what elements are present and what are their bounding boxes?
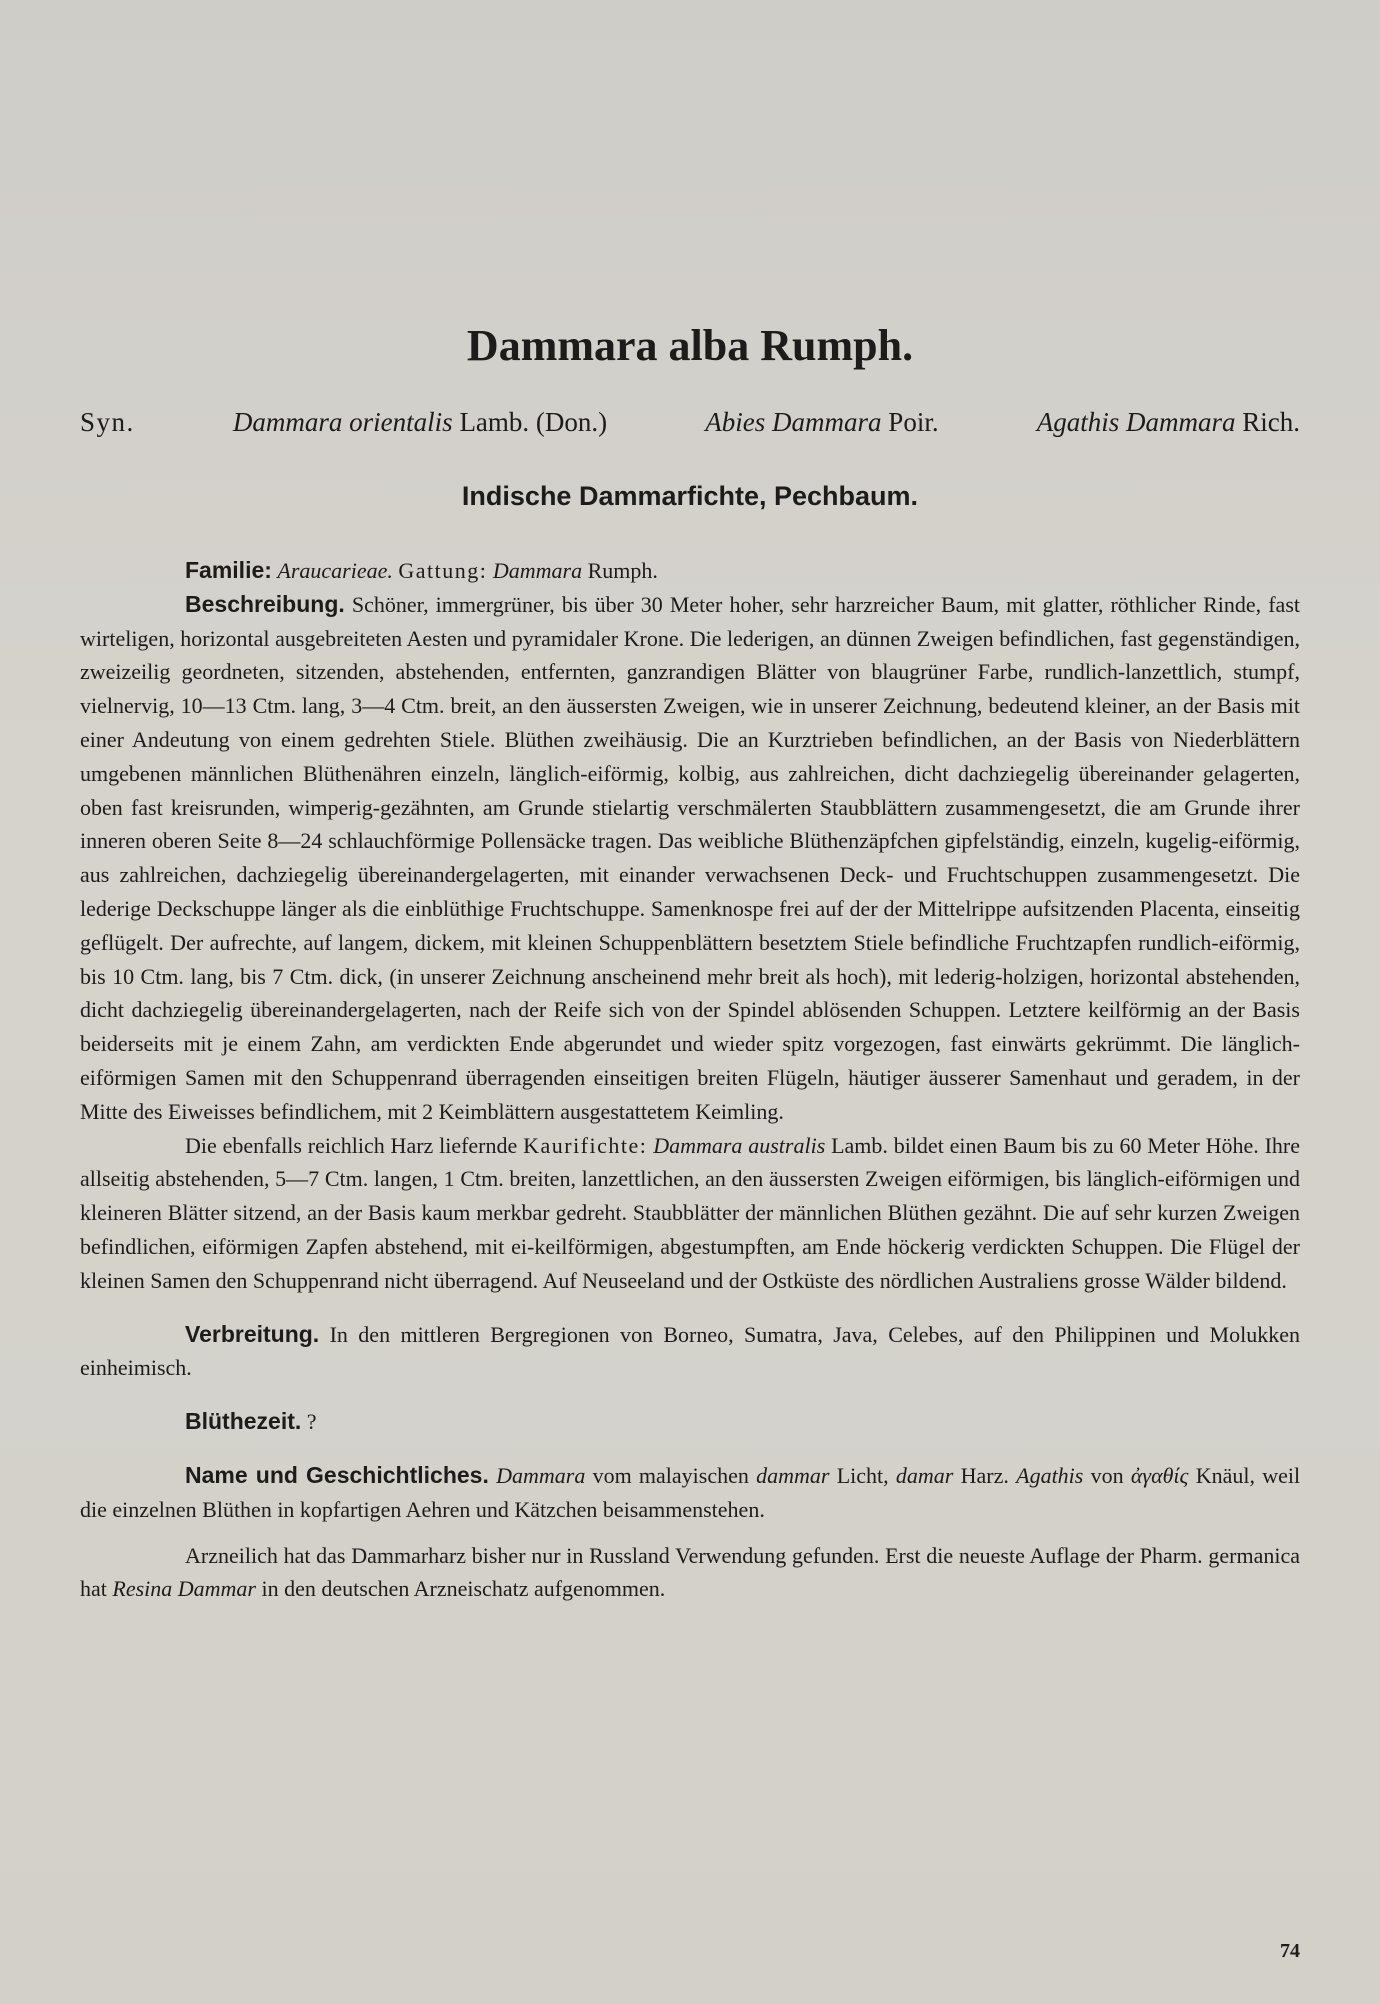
verbreitung-paragraph bbox=[80, 1318, 1300, 1386]
synonym-prefix: Syn. bbox=[80, 407, 135, 437]
common-name-heading: Indische Dammarfichte, Pechbaum. bbox=[461, 481, 919, 511]
beschreibung-paragraph bbox=[80, 588, 1300, 1129]
name-geschichte-label: Name und Geschichtliches. bbox=[185, 1461, 489, 1488]
kaurifichte-paragraph bbox=[80, 1129, 1300, 1298]
etymology-text: von bbox=[1090, 1462, 1124, 1488]
gattung-author: Rumph. bbox=[587, 558, 658, 583]
beschreibung-label: Beschreibung. bbox=[185, 590, 345, 617]
etymology-text: Knäul, weil die einzelnen Blüthen in kopfartigen Aehren und Kätzchen beisammenstehen. bbox=[80, 1462, 1301, 1522]
familie-value: Araucarieae. bbox=[277, 558, 393, 583]
synonym-item bbox=[1037, 404, 1300, 440]
title-author: Rumph. bbox=[760, 321, 914, 370]
arzneilich-paragraph bbox=[80, 1539, 1300, 1607]
etymology-term: Dammara bbox=[496, 1462, 586, 1488]
kaurifichte-text: Lamb. bildet einen Baum bis zu 60 Meter Höhe. Ihre allseitig abstehenden, 5—7 Ctm. langen, 1 Ctm. breiten, lanzettlichen, an den äussersten Zweigen eiförmigen, bis länglich-eiförmigen und kleineren Blätter sitzend, an der Basis kaum merkbar gedreht. Staubblätter der männlichen Blüthen gezähnt. Die auf sehr kurzen Zweigen befindlichen, eiförmigen Zapfen abstehend, mit ei-keilförmigen, abgestumpften, am Ende höckerig verdickten Schuppen. Die Flügel der kleinen Samen den Schuppenrand nicht überragend. Auf Neuseeland und der Ostküste des nördlichen Australiens grosse Wälder bildend. bbox=[80, 1132, 1301, 1293]
etymology-term: damar bbox=[895, 1462, 954, 1488]
synonym-item bbox=[233, 404, 607, 440]
etymology-text: Harz. bbox=[960, 1462, 1009, 1488]
etymology-term: dammar bbox=[756, 1462, 830, 1488]
synonym-author: Lamb. (Don.) bbox=[459, 407, 608, 437]
bluethezeit-label: Blüthezeit. bbox=[185, 1408, 302, 1435]
kaurifichte-name: Kaurifichte: bbox=[523, 1132, 648, 1158]
page-title bbox=[80, 318, 1300, 374]
etymology-text: Licht, bbox=[836, 1462, 889, 1488]
synonym-item bbox=[705, 404, 938, 440]
arzneilich-text: Arzneilich hat das Dammarharz bisher nur in Russland Verwendung gefunden. Erst die neueste Auflage der Pharm. germanica hat bbox=[80, 1542, 1300, 1602]
article-body bbox=[80, 554, 1300, 1606]
kaurifichte-species: Dammara australis bbox=[653, 1132, 826, 1158]
familie-label: Familie: bbox=[185, 557, 272, 583]
page-number: 74 bbox=[1280, 1940, 1300, 1962]
etymology-text: vom malayischen bbox=[592, 1462, 749, 1488]
greek-term: ἀγαθίς bbox=[1130, 1462, 1189, 1488]
bluethezeit-paragraph bbox=[80, 1405, 1300, 1439]
bluethezeit-value: ? bbox=[306, 1409, 317, 1435]
synonym-name: Abies Dammara bbox=[705, 407, 882, 437]
etymology-term: Agathis bbox=[1016, 1462, 1084, 1488]
verbreitung-text: In den mittleren Bergregionen von Borneo, Sumatra, Java, Celebes, auf den Philippinen und Molukken einheimisch. bbox=[80, 1321, 1300, 1381]
gattung-label: Gattung: bbox=[398, 558, 488, 583]
beschreibung-text: Schöner, immergrüner, bis über 30 Meter hoher, sehr harzreicher Baum, mit glatter, röthlicher Rinde, fast wirteligen, horizontal ausgebreiteten Aesten und pyramidaler Krone. Die lederigen, an dünnen Zweigen befindlichen, fast gegenständigen, zweizeilig geordneten, sitzenden, abstehenden, entfernten, ganzrandigen Blätter von blaugrüner Farbe, rundlich-lanzettlich, stumpf, vielnervig, 10—13 Ctm. lang, 3—4 Ctm. breit, an den äussersten Zweigen, wie in unserer Zeichnung, bedeutend kleiner, an der Basis mit einer Andeutung von einem gedrehten Stiele. Blüthen zweihäusig. Die an Kurztrieben befindlichen, an der Basis von Niederblättern umgebenen männlichen Blüthenähren einzeln, länglich-eiförmig, kolbig, aus zahlreichen, dicht dachziegelig übereinander gelagerten, oben fast kreisrunden, wimperig-gezähnten, am Grunde stielartig verschmälerten Staubblättern zusammengesetzt, die am Grunde ihrer inneren oberen Seite 8—24 schlauchförmige Pollensäcke tragen. Das weibliche Blüthenzäpfchen gipfelständig, einzeln, kugelig-eiförmig, aus zahlreichen, dachziegelig übereinandergelagerten, mit einander verwachsenen Deck- und Fruchtschuppen zusammengesetzt. Die lederige Deckschuppe länger als die einblüthige Fruchtschuppe. Samenknospe frei auf der der Mittelrippe aufsitzenden Placenta, einseitig geflügelt. Der aufrechte, auf langem, dickem, mit kleinen Schuppenblättern besetztem Stiele befindliche Fruchtzapfen rundlich-eiförmig, bis 10 Ctm. lang, bis 7 Ctm. dick, (in unserer Zeichnung anscheinend mehr breit als hoch), mit lederig-holzigen, horizontal abstehenden, dicht dachziegelig übereinandergelagerten, nach der Reife sich von der Spindel ablösenden Schuppen. Letztere keilförmig an der Basis beiderseits mit je einem Zahn, am verdickten Ende abgerundet und wieder spitz vorgezogen, fast einwärts gekrümmt. Die länglich-eiförmigen Samen mit den Schuppenrand überragenden einseitigen breiten Flügeln, häutiger äusserer Samenhaut und geradem, in der Mitte des Eiweisses befindlichem, mit 2 Keimblättern ausgestattetem Keimling. bbox=[80, 591, 1300, 1124]
kaurifichte-intro: Die ebenfalls reichlich Harz liefernde bbox=[185, 1132, 518, 1158]
synonym-author: Rich. bbox=[1242, 407, 1300, 437]
synonym-name: Dammara orientalis bbox=[232, 407, 453, 437]
document-page bbox=[80, 0, 1300, 2004]
familie-paragraph bbox=[80, 554, 1300, 588]
synonyms-line bbox=[80, 404, 1300, 440]
verbreitung-label: Verbreitung. bbox=[185, 1320, 320, 1347]
arzneilich-term: Resina Dammar bbox=[112, 1576, 256, 1602]
gattung-value: Dammara bbox=[492, 558, 583, 583]
synonym-name: Agathis Dammara bbox=[1036, 407, 1236, 437]
name-geschichte-paragraph bbox=[80, 1459, 1300, 1527]
arzneilich-text: in den deutschen Arzneischatz aufgenommen. bbox=[261, 1576, 666, 1602]
title-species: Dammara alba bbox=[466, 321, 750, 370]
synonym-author: Poir. bbox=[888, 407, 939, 437]
